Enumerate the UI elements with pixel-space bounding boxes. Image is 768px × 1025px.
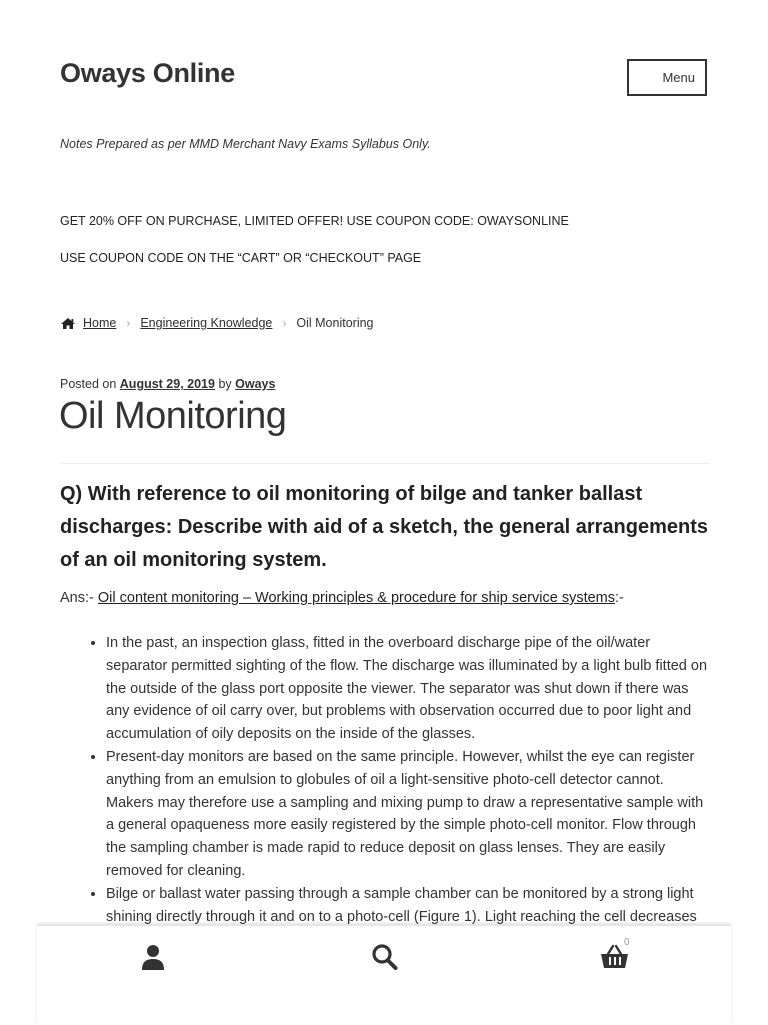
post-date-link[interactable]: August 29, 2019	[119, 377, 215, 391]
search-button[interactable]	[371, 943, 398, 976]
promo-instructions: USE COUPON CODE ON THE “CART” OR “CHECKOUT” PAGE	[60, 251, 422, 265]
site-tagline: Notes Prepared as per MMD Merchant Navy Exams Syllabus Only.	[60, 137, 431, 151]
user-icon	[140, 943, 166, 971]
question-heading: Q) With reference to oil monitoring of bilge and tanker ballast discharges: Describe with aid of a sketch, the general arrangements of an oil monitoring system.	[60, 483, 708, 571]
title-divider	[60, 463, 710, 464]
account-button[interactable]	[140, 943, 166, 976]
list-item: • In the past, an inspection glass, fitted in the overboard discharge pipe of the oil/water separator permitted sighting of the flow. The discharge was illuminated by a light bulb fitted on the outside of the glass port opposite the viewer. The separator was shut down if there was any evidence of oil carry over, but problems with observation occurred due to poor light and accumulation of oily deposits on the inside of the glasses.	[106, 632, 710, 746]
cart-button[interactable]	[600, 937, 630, 976]
search-icon	[371, 943, 398, 971]
post-title: Oil Monitoring	[59, 395, 287, 437]
promo-offer: GET 20% OFF ON PURCHASE, LIMITED OFFER! USE COUPON CODE: OWAYSONLINE	[60, 214, 569, 228]
mobile-footer-bar	[37, 925, 731, 1025]
chevron-right-icon: ›	[126, 316, 131, 330]
list-item: • Present-day monitors are based on the same principle. However, whilst the eye can register anything from an emulsion to globules of oil a light-sensitive photo-cell detector cannot. Makers may therefore use a sampling and mixing pump to draw a representative sample with a general opaqueness more easily registered by the simple photo-cell monitor. Flow through the sampling chamber is made rapid to reduce deposit on glass lenses. They are easily removed for cleaning.	[106, 746, 710, 883]
posted-on-label: Posted on	[60, 377, 117, 391]
home-icon[interactable]	[60, 317, 76, 330]
answer-prefix: Ans:-	[60, 590, 94, 606]
site-title[interactable]: Oways Online	[60, 58, 235, 88]
chevron-right-icon: ›	[282, 316, 287, 330]
answer-bullet-list	[60, 632, 710, 928]
answer-suffix: :-	[615, 590, 624, 606]
post-author-link[interactable]: Oways	[235, 377, 276, 391]
cart-count-badge: 0	[624, 937, 630, 948]
answer-intro	[60, 590, 624, 606]
breadcrumb-current: Oil Monitoring	[296, 316, 374, 330]
breadcrumb-category-link[interactable]: Engineering Knowledge	[140, 316, 273, 330]
post-meta	[60, 377, 275, 391]
breadcrumb-home-link[interactable]: Home	[83, 316, 117, 330]
menu-button[interactable]: Menu	[627, 59, 707, 96]
by-label: by	[218, 377, 232, 391]
breadcrumb	[60, 316, 374, 330]
list-item: • Bilge or ballast water passing through a sample chamber can be monitored by a strong light shining directly through it and on to a photo-cell (Figure 1). Light reaching the cell decreases	[106, 883, 710, 929]
answer-reference-link[interactable]: Oil content monitoring – Working principles & procedure for ship service systems	[97, 590, 615, 606]
